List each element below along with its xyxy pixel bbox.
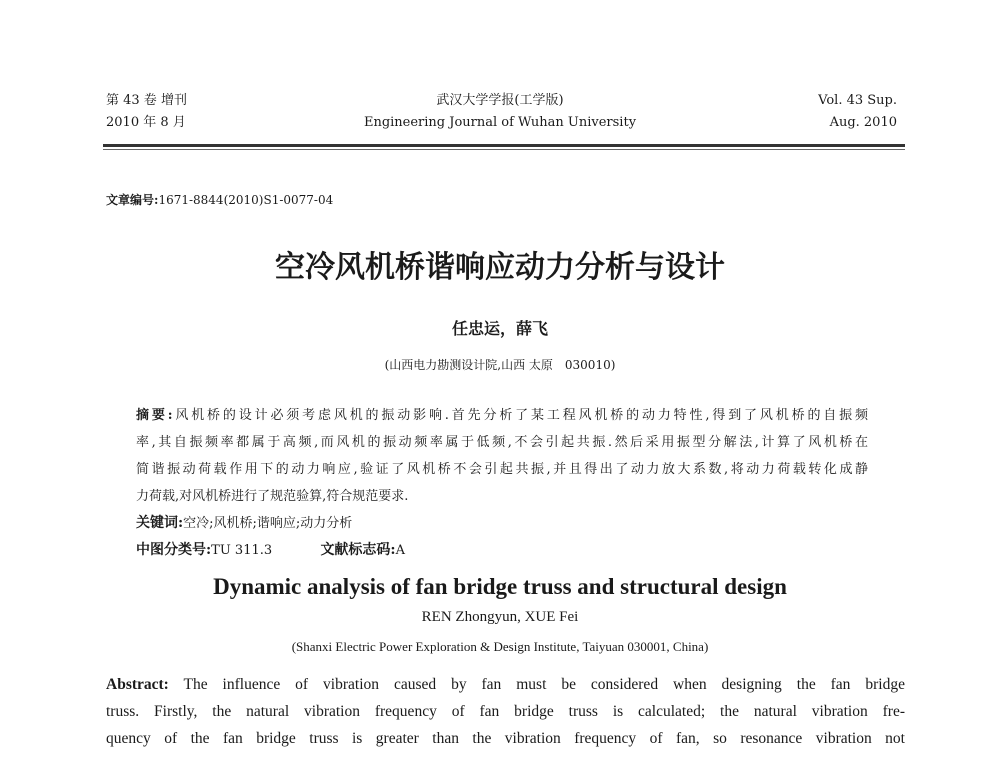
abstract-cn-line [136, 404, 868, 423]
header-rule-thick [103, 144, 905, 147]
article-number [106, 191, 333, 208]
clc-value: TU 311.3 [211, 543, 273, 558]
title-en: Dynamic analysis of fan bridge truss and structural design [213, 574, 787, 599]
doc-code-value: A [395, 543, 405, 558]
header-rule-thin [103, 149, 905, 150]
abstract-cn-label: 摘要: [136, 408, 173, 423]
header-journal-cn: 武汉大学学报(工学版) [436, 93, 564, 108]
keywords-cn [136, 512, 352, 532]
abstract-en-line [106, 676, 905, 694]
clc-label: 中图分类号: [136, 542, 212, 558]
doc-code-label: 文献标志码: [320, 542, 396, 558]
header-date: 2010 年 8 月 [106, 115, 186, 130]
abstract-cn-text: 风机桥的设计必须考虑风机的振动影响.首先分析了某工程风机桥的动力特性,得到了风机桥的自振频 [172, 408, 868, 423]
abstract-en-text: The influence of vibration caused by fan must be considered when designing the fan bridge [183, 676, 905, 693]
header-journal-en: Engineering Journal of Wuhan University [363, 115, 637, 130]
affiliation-en: (Shanxi Electric Power Exploration & Design Institute, Taiyuan 030001, China) [291, 639, 709, 654]
classification [136, 539, 405, 559]
article-number-value: 1671-8844(2010)S1-0077-04 [158, 193, 334, 207]
page-title: 空冷风机桥谐响应动力分析与设计 [275, 250, 725, 285]
header-volume-en: Vol. 43 Sup. [818, 93, 897, 108]
abstract-cn-line: 简谐振动荷载作用下的动力响应,验证了风机桥不会引起共振,并且得出了动力放大系数,将动力荷载转化成静 [136, 462, 868, 477]
authors-cn: 任忠运，薛飞 [451, 319, 548, 338]
abstract-cn-line: 力荷载,对风机桥进行了规范验算,符合规范要求. [136, 489, 409, 504]
authors-en: REN Zhongyun, XUE Fei [421, 609, 579, 625]
header-volume: 第 43 卷 增刊 [106, 93, 187, 108]
abstract-en-line: truss. Firstly, the natural vibration frequency of fan bridge truss is calculated; the natural vibration fre- [106, 703, 905, 720]
abstract-en-line: quency of the fan bridge truss is greater than the vibration frequency of fan, so resonance vibration not [106, 730, 905, 747]
header-date-en: Aug. 2010 [829, 115, 897, 130]
keywords-label: 关键词: [136, 515, 184, 531]
abstract-en-label: Abstract: [106, 676, 169, 693]
abstract-cn-line: 率,其自振频率都属于高频,而风机的振动频率属于低频,不会引起共振.然后采用振型分解法,计算了风机桥在 [136, 435, 868, 450]
keywords-value: 空冷;风机桥;谐响应;动力分析 [183, 516, 353, 531]
article-number-label: 文章编号: [106, 193, 159, 207]
affiliation-cn: (山西电力勘测设计院,山西 太原 030010) [384, 358, 616, 372]
